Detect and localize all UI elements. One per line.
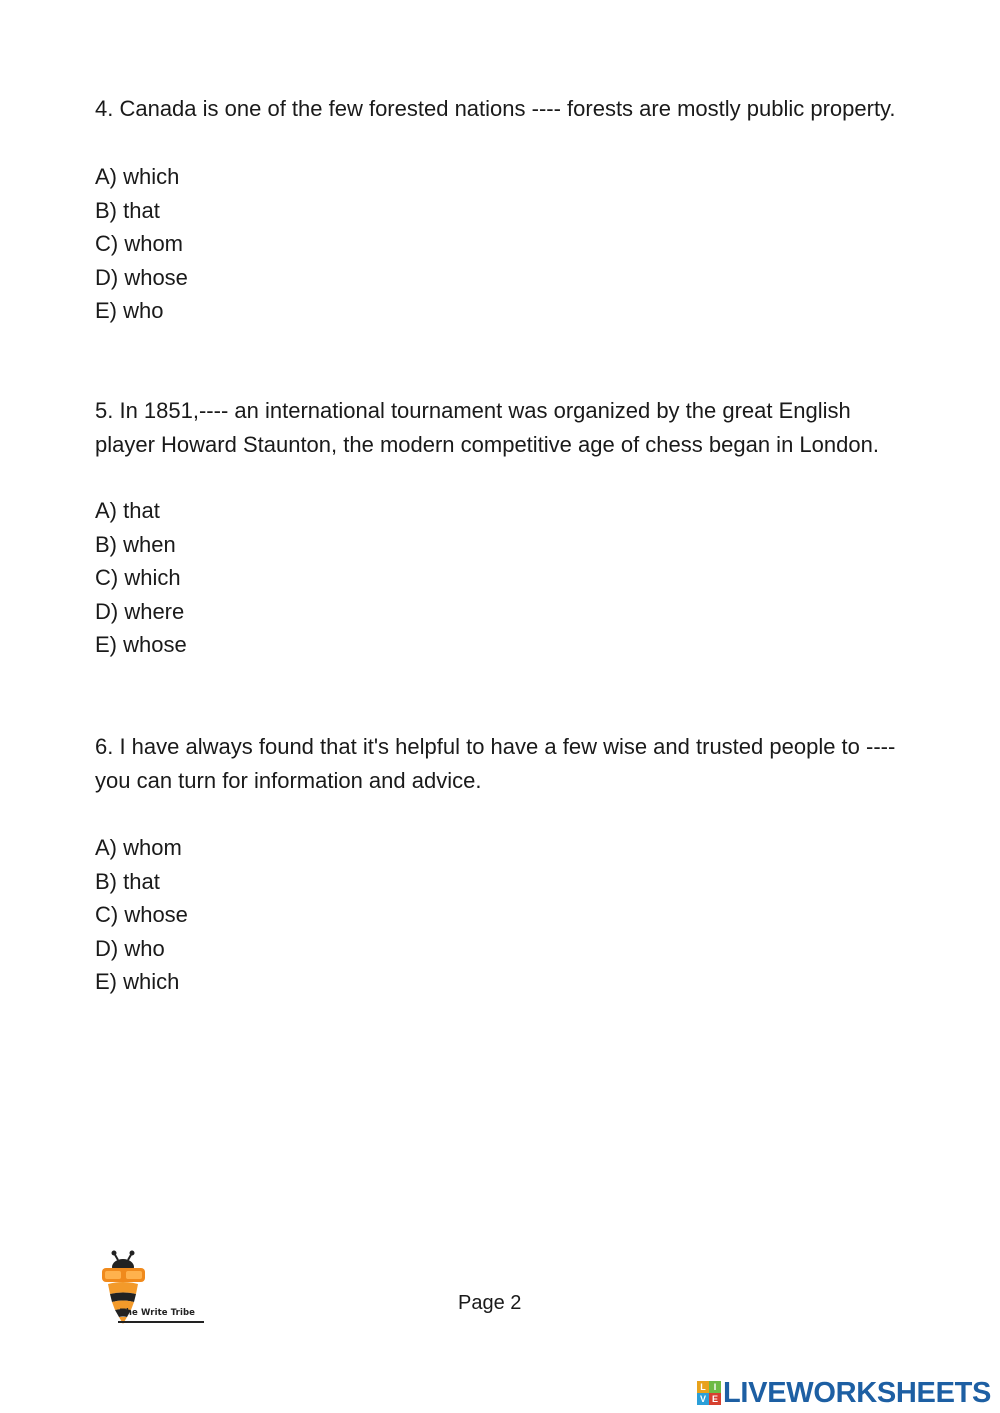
answer-option[interactable]: C) which bbox=[95, 565, 181, 590]
question-4 bbox=[95, 92, 915, 328]
question-text: 4. Canada is one of the few forested nations ---- forests are mostly public property. bbox=[95, 96, 896, 121]
answer-options bbox=[95, 831, 915, 999]
brand-icon-letter: E bbox=[709, 1393, 721, 1405]
answer-option[interactable]: E) who bbox=[95, 298, 164, 323]
answer-option[interactable]: D) whose bbox=[95, 264, 188, 290]
answer-option[interactable]: A) that bbox=[95, 498, 160, 523]
question-text: 5. In 1851,---- an international tournament was organized by the great English player Howard Staunton, the modern competitive age of chess began in London. bbox=[95, 398, 879, 457]
logo-caption: The Write Tribe bbox=[120, 1308, 196, 1318]
answer-options bbox=[95, 494, 915, 662]
answer-option[interactable]: E) which bbox=[95, 969, 180, 994]
answer-option[interactable]: E) whose bbox=[95, 632, 187, 657]
question-text: 6. I have always found that it's helpful to have a few wise and trusted people to ---- you can turn for information and advice. bbox=[95, 734, 896, 793]
brand-icon-letter: I bbox=[709, 1381, 721, 1393]
liveworksheets-logo-icon bbox=[697, 1381, 721, 1405]
question-5 bbox=[95, 394, 915, 662]
brand-name: LIVEWORKSHEETS bbox=[723, 1377, 992, 1409]
question-6 bbox=[95, 730, 915, 999]
brand-icon-letter: L bbox=[697, 1381, 709, 1393]
answer-option[interactable]: C) whose bbox=[95, 902, 188, 927]
answer-option[interactable]: B) when bbox=[95, 531, 176, 557]
answer-options bbox=[95, 160, 915, 328]
logo-underline bbox=[118, 1321, 204, 1323]
answer-option[interactable]: D) where bbox=[95, 598, 185, 624]
answer-option[interactable]: A) whom bbox=[95, 835, 182, 860]
liveworksheets-brand[interactable] bbox=[697, 1376, 991, 1410]
brand-icon-letter: V bbox=[697, 1393, 709, 1405]
page-number: Page 2 bbox=[458, 1292, 522, 1314]
answer-option[interactable]: B) that bbox=[95, 197, 160, 223]
answer-option[interactable]: C) whom bbox=[95, 231, 184, 256]
answer-option[interactable]: B) that bbox=[95, 868, 160, 894]
answer-option[interactable]: A) which bbox=[95, 164, 180, 189]
answer-option[interactable]: D) who bbox=[95, 935, 165, 961]
